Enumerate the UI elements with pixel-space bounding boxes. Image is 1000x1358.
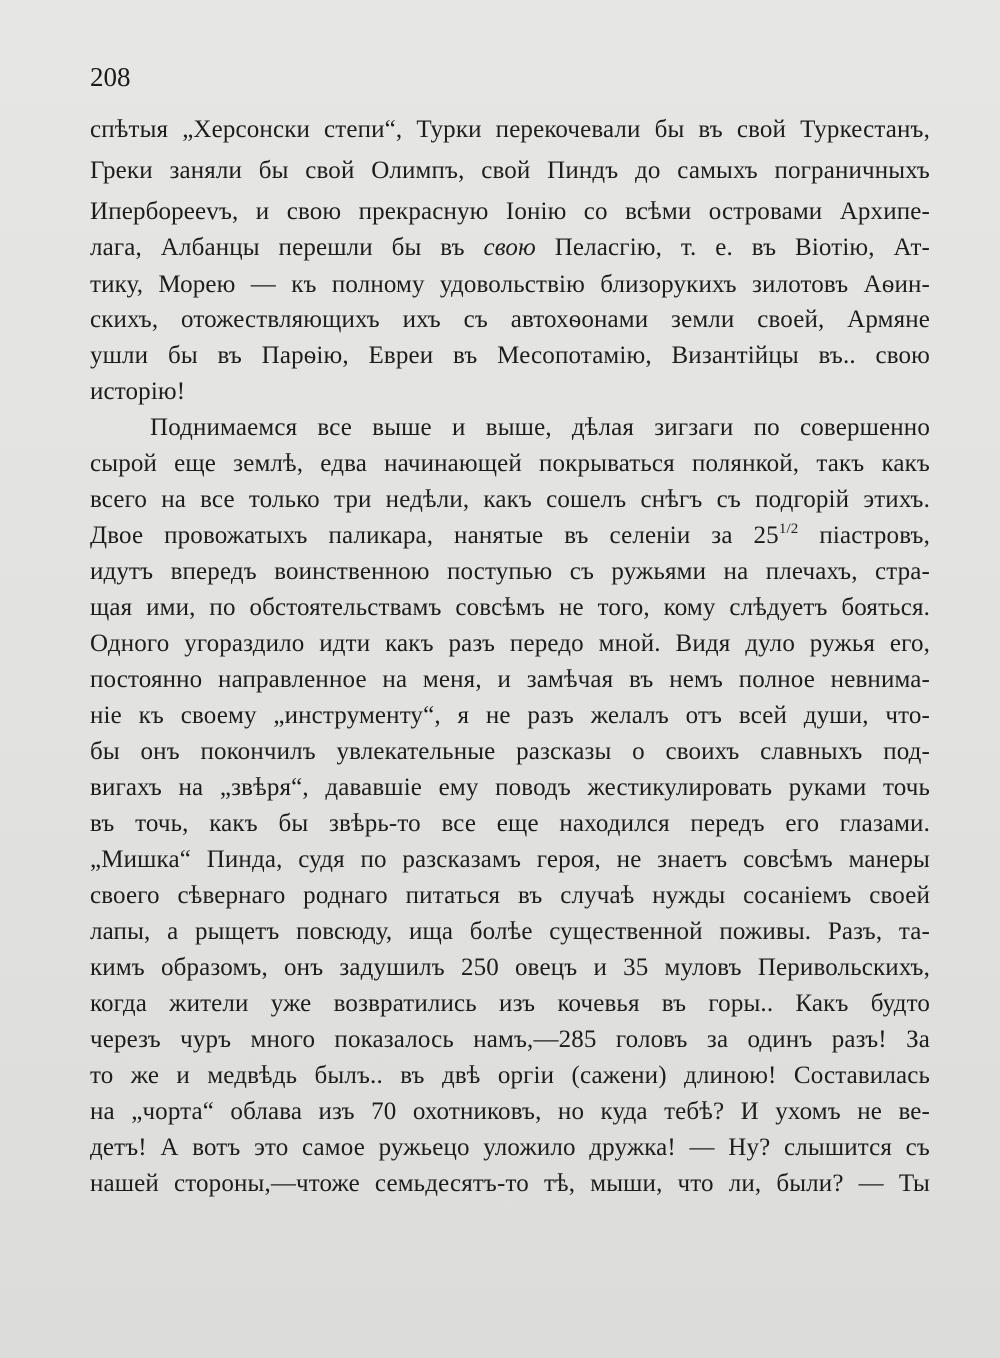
page-number: 208 xyxy=(90,62,131,92)
text-line xyxy=(90,230,930,266)
text-line: кимъ образомъ, онъ задушилъ 250 овецъ и 35 муловъ Перивольскихъ, xyxy=(90,954,930,981)
text-line: исторію! xyxy=(90,378,186,405)
text-line: ніе къ своему „инструменту“, я не разъ желалъ отъ всей души, что- xyxy=(90,702,930,729)
text-line: своего сѣвернаго роднаго питаться въ случаѣ нужды сосаніемъ своей xyxy=(90,882,930,909)
text-line: то же и медвѣдь былъ.. въ двѣ оргіи (сажени) длиною! Составилась xyxy=(90,1062,930,1089)
number-whole: 25 xyxy=(753,522,779,549)
text-line: когда жители уже возвратились изъ кочевья въ горы.. Какъ будто xyxy=(90,990,930,1017)
text-line: детъ! А вотъ это самое ружьецо уложило дружка! — Ну? слышится съ xyxy=(90,1134,930,1161)
text-line: вигахъ на „звѣря“, дававшіе ему поводъ жестикулировать руками точь xyxy=(90,774,930,801)
text-line: всего на все только три недѣли, какъ сошелъ снѣгъ съ подгорій этихъ. xyxy=(90,486,930,513)
text-line: спѣтыя „Херсонски степи“, Турки перекочевали бы въ свой Туркестанъ, xyxy=(90,116,930,143)
text-line: щая ими, по обстоятельствамъ совсѣмъ не того, кому слѣдуетъ бояться. xyxy=(90,594,930,621)
text-line: Иперборееvъ, и свою прекрасную Іонію со всѣми островами Архипе- xyxy=(90,198,930,225)
text-line: бы онъ покончилъ увлекательные разсказы о своихъ славныхъ под- xyxy=(90,738,930,765)
text-line: нашей стороны,—чтоже семьдесятъ-то тѣ, мыши, что ли, были? — Ты xyxy=(90,1170,930,1197)
text-line: идутъ впередъ воинственною поступью съ ружьями на плечахъ, стра- xyxy=(90,558,930,585)
text-segment: піастровъ, xyxy=(819,522,930,549)
number-with-fraction xyxy=(754,522,799,549)
text-line: въ точь, какъ бы звѣрь-то все еще находился передъ его глазами. xyxy=(90,810,930,837)
text-line: на „чорта“ облава изъ 70 охотниковъ, но куда тебѣ? И ухомъ не ве- xyxy=(90,1098,930,1125)
text-line: черезъ чуръ много показалось намъ,—285 головъ за одинъ разъ! За xyxy=(90,1026,930,1053)
text-line: „Мишка“ Пинда, судя по разсказамъ героя, не знаетъ совсѣмъ манеры xyxy=(90,846,930,873)
paragraph-start-line: Поднимаемся все выше и выше, дѣлая зигзаги по совершенно xyxy=(150,414,930,441)
text-line: постоянно направленное на меня, и замѣчая въ немъ полное невнима- xyxy=(90,666,930,693)
text-line xyxy=(90,518,930,554)
italic-word: свою xyxy=(483,234,536,261)
text-line: сырой еще землѣ, едва начинающей покрываться полянкой, такъ какъ xyxy=(90,450,930,477)
text-line: ушли бы въ Парѳію, Евреи въ Месопотамію, Византійцы въ.. свою xyxy=(90,342,930,369)
text-line: Греки заняли бы свой Олимпъ, свой Пиндъ до самыхъ пограничныхъ xyxy=(90,157,930,184)
text-segment: Пеласгію, т. е. въ Віотію, Ат- xyxy=(554,234,930,261)
text-line: скихъ, отожествляющихъ ихъ съ автохѳонами земли своей, Армяне xyxy=(90,306,930,333)
text-line: лапы, а рыщетъ повсюду, ища болѣе существенной поживы. Разъ, та- xyxy=(90,918,930,945)
text-line: тику, Морею — къ полному удовольствію близорукихъ зилотовъ Аѳин- xyxy=(90,271,930,298)
text-segment: лага, Албанцы перешли бы въ xyxy=(90,234,465,261)
number-fraction: 1/2 xyxy=(778,520,799,537)
text-line: Одного угораздило идти какъ разъ передо мной. Видя дуло ружья его, xyxy=(90,630,930,657)
text-segment: Двое провожатыхъ паликара, нанятые въ селеніи за xyxy=(90,522,733,549)
